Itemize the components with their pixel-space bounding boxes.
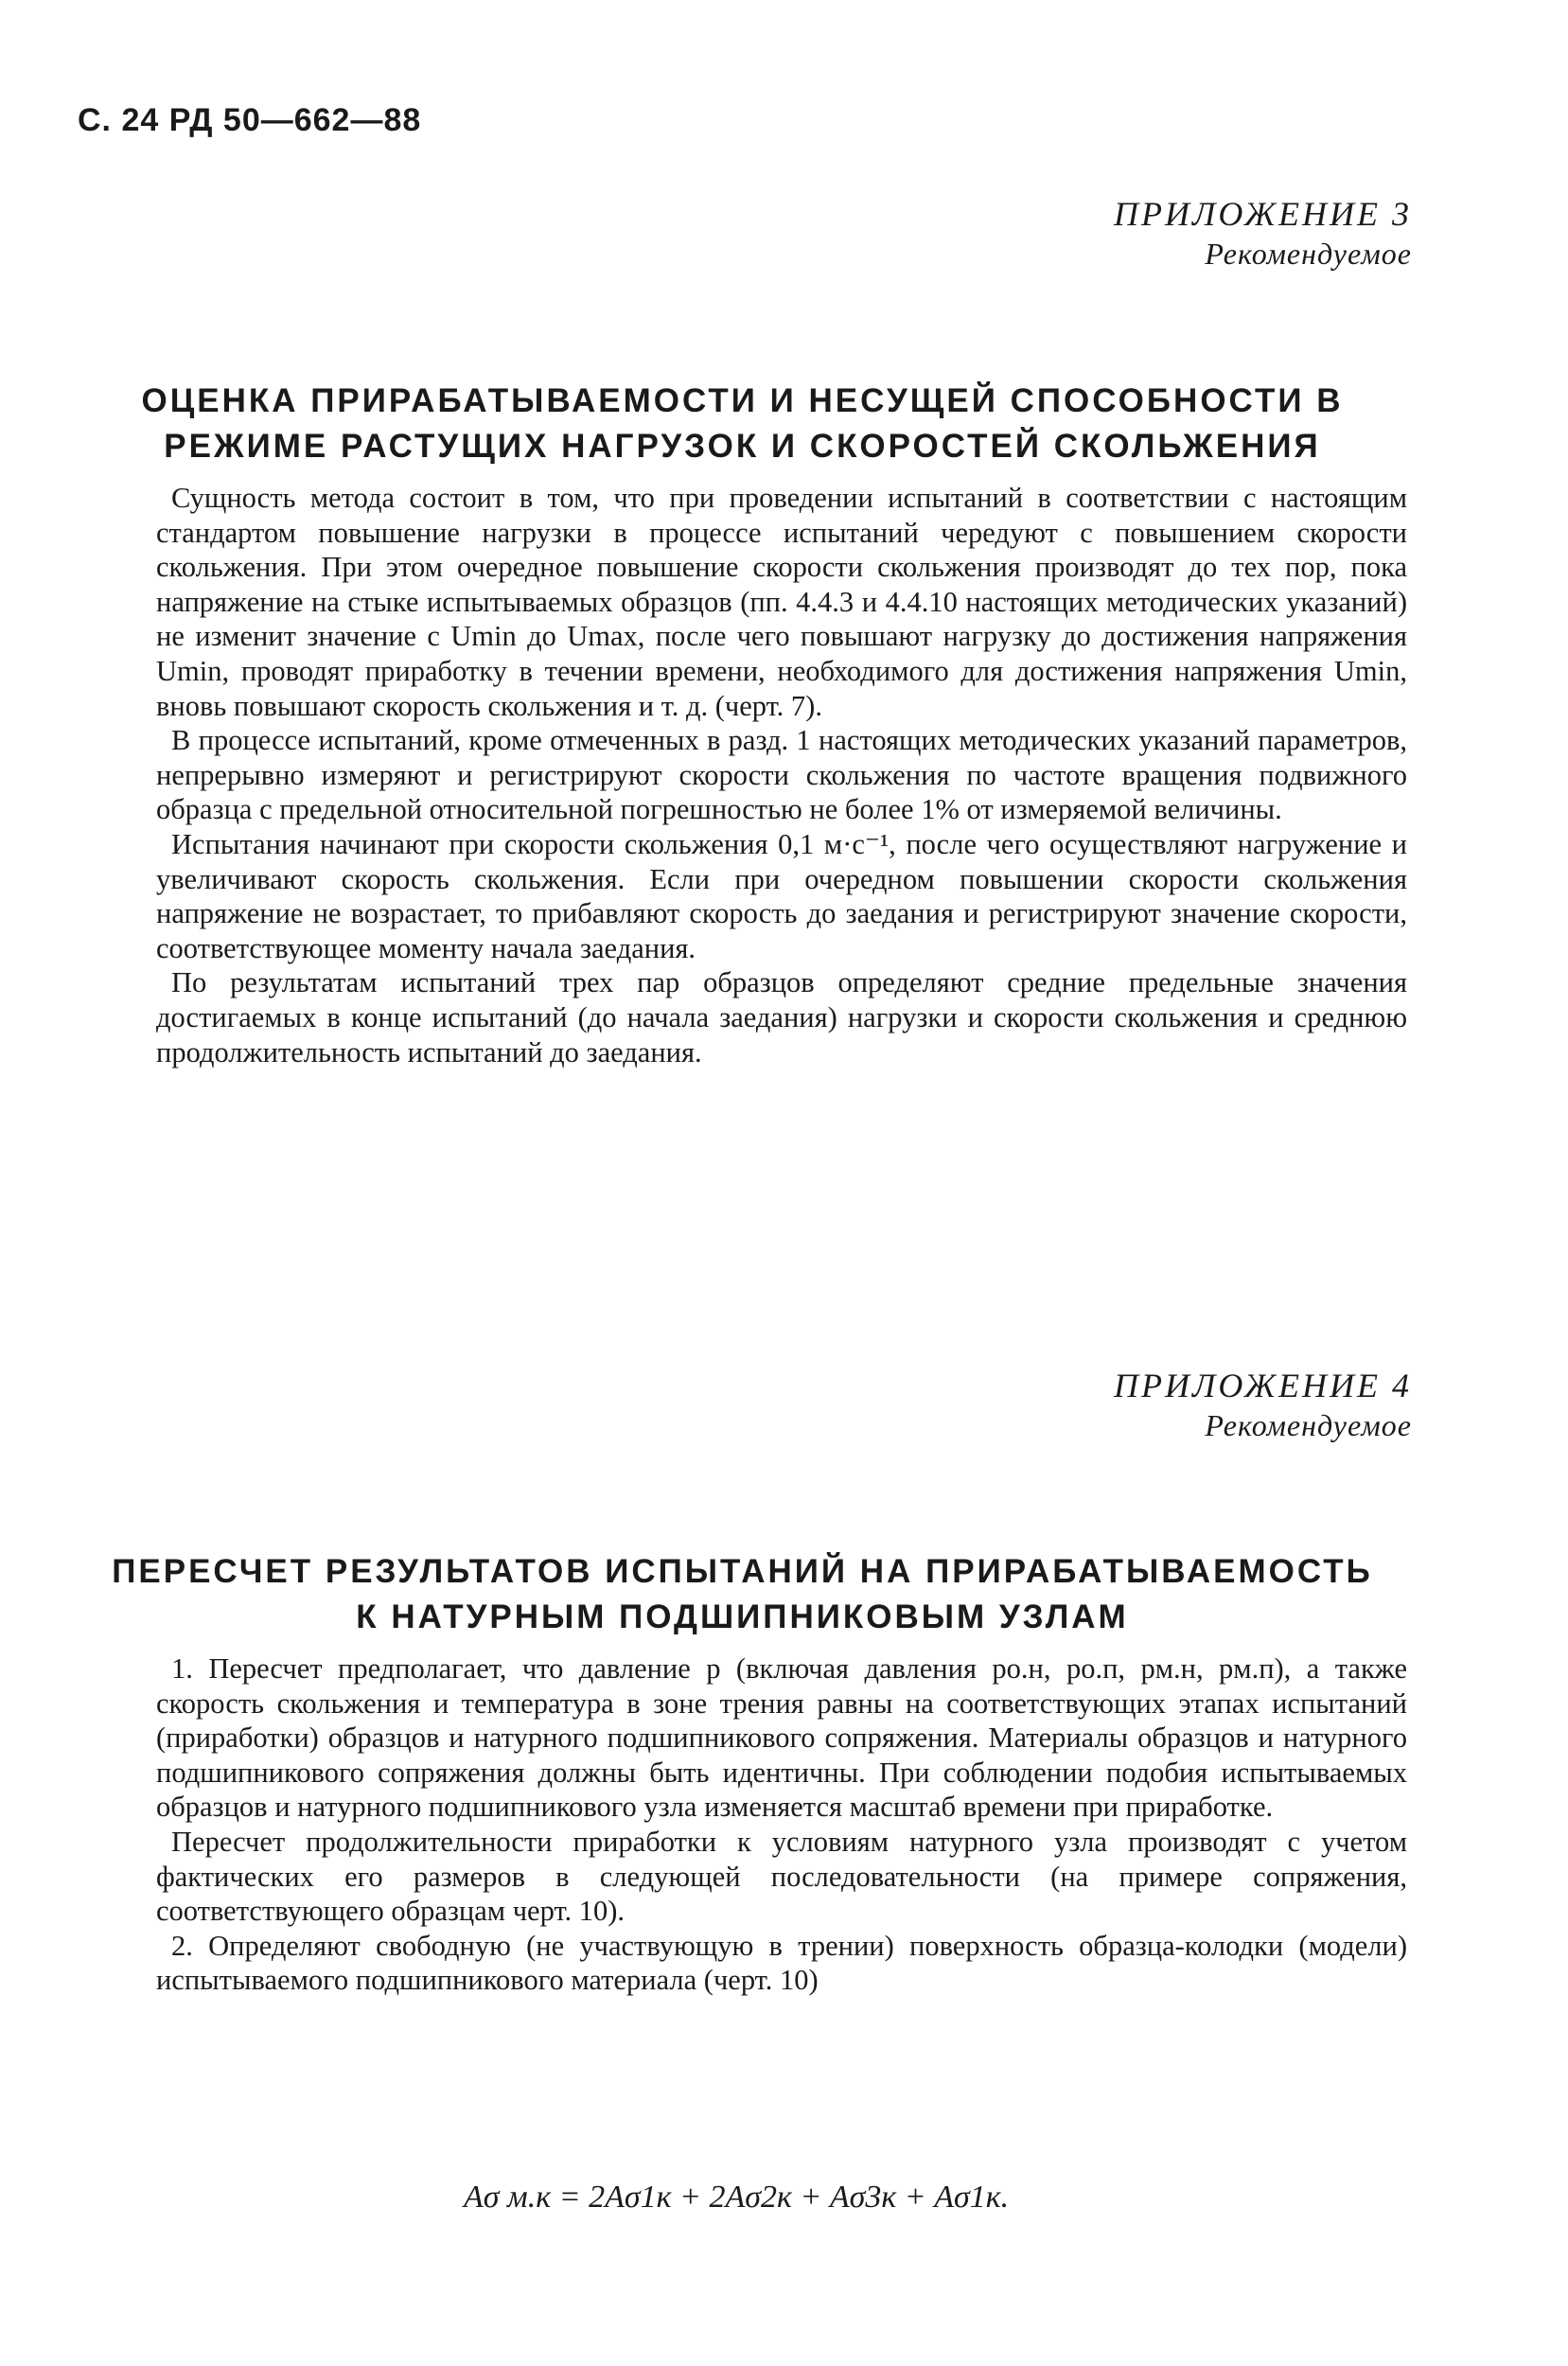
appendix-4-status: Рекомендуемое <box>1205 1408 1412 1442</box>
section-3-paragraph: Испытания начинают при скорости скольжения 0,1 м·с⁻¹, после чего осуществляют нагружение и увеличивают скорость скольжения. Если при очередном повышении скорости скольжения напряжение не возрастает, то прибавляют скорость до заедания и регистрируют значение скорости, соответствующее моменту начала заедания. <box>156 827 1407 964</box>
section-4-body <box>156 1651 1407 1998</box>
section-3-paragraph: По результатам испытаний трех пар образцов определяют средние предельные значения достигаемых в конце испытаний (до начала заедания) нагрузки и скорости скольжения и среднюю продолжительность испытаний до заедания. <box>156 966 1407 1068</box>
section-3-paragraph: Сущность метода состоит в том, что при проведении испытаний в соответствии с настоящим стандартом повышение нагрузки в процессе испытаний чередуют с повышением скорости скольжения. При этом очередное повышение скорости скольжения производят до тех пор, пока напряжение на стыке испытываемых образцов (пп. 4.4.3 и 4.4.10 настоящих методических указаний) не изменит значение с Umin до Umax, после чего повышают нагрузку до достижения напряжения Umin, проводят приработку в течении времени, необходимого для достижения напряжения Umin, вновь повышают скорость скольжения и т. д. (черт. 7). <box>156 482 1407 722</box>
section-4-paragraph: Пересчет продолжительности приработки к условиям натурного узла производят с учетом фактических его размеров в следующей последовательности (на примере сопряжения, соответствующего образцам черт. 10). <box>156 1825 1407 1928</box>
section-4-paragraph: 1. Пересчет предполагает, что давление p (включая давления pо.н, pо.п, pм.н, pм.п), а также скорость скольжения и температура в зоне трения равны на соответствующих этапах испытаний (приработки) образцов и натурного подшипникового сопряжения. Материалы образцов и натурного подшипникового сопряжения должны быть идентичны. При соблюдении подобия испытываемых образцов и натурного подшипникового узла изменяется масштаб времени при приработке. <box>156 1652 1407 1824</box>
appendix-4-label: ПРИЛОЖЕНИЕ 4 <box>1114 1367 1412 1404</box>
area-formula: Aσ м.к = 2Aσ1к + 2Aσ2к + Aσ3к + Aσ1к. <box>464 2180 1010 2215</box>
appendix-3-label-block <box>1114 194 1412 274</box>
section-3-title-line-1: ОЦЕНКА ПРИРАБАТЫВАЕМОСТИ И НЕСУЩЕЙ СПОСОБНОСТИ В <box>141 382 1344 419</box>
appendix-3-status: Рекомендуемое <box>1205 237 1412 271</box>
section-4-title-line-1: ПЕРЕСЧЕТ РЕЗУЛЬТАТОВ ИСПЫТАНИЙ НА ПРИРАБАТЫВАЕМОСТЬ <box>112 1553 1373 1590</box>
section-3-title-line-2: РЕЖИМЕ РАСТУЩИХ НАГРУЗОК И СКОРОСТЕЙ СКОЛЬЖЕНИЯ <box>164 428 1321 465</box>
appendix-3-label: ПРИЛОЖЕНИЕ 3 <box>1114 195 1412 233</box>
section-4-title-line-2: К НАТУРНЫМ ПОДШИПНИКОВЫМ УЗЛАМ <box>356 1598 1129 1635</box>
section-4-title <box>78 1549 1407 1640</box>
page-header: С. 24 РД 50—662—88 <box>78 102 422 138</box>
appendix-4-label-block <box>1114 1366 1412 1445</box>
section-3-body <box>156 481 1407 1069</box>
section-3-paragraph: В процессе испытаний, кроме отмеченных в разд. 1 настоящих методических указаний параметров, непрерывно измеряют и регистрируют скорости скольжения по частоте вращения подвижного образца с предельной относительной погрешностью не более 1% от измеряемой величины. <box>156 724 1407 826</box>
section-4-paragraph: 2. Определяют свободную (не участвующую в трении) поверхность образца-колодки (модели) испытываемого подшипникового материала (черт. 10) <box>156 1929 1407 1997</box>
section-3-title <box>78 379 1407 469</box>
